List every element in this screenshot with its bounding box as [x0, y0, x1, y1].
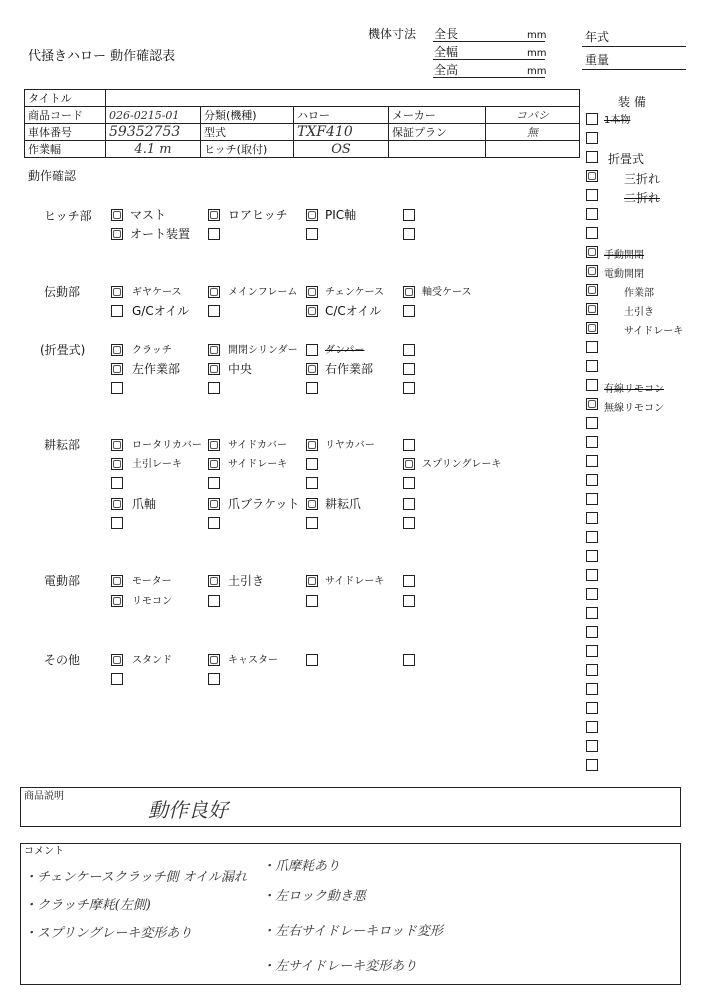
tilling-blank-checkbox[interactable] [403, 517, 415, 529]
cylinder-label: 開閉シリンダー [228, 345, 298, 356]
soil-leveler-label: 土引レーキ [132, 459, 182, 470]
equipment-checkbox[interactable] [586, 759, 598, 771]
cc-oil-label: C/Cオイル [325, 304, 382, 318]
equipment-checkbox[interactable] [586, 151, 598, 163]
equipment-checkbox[interactable] [586, 455, 598, 467]
right-unit-checkbox[interactable] [306, 363, 318, 375]
category-label: 分類(機種) [201, 107, 294, 124]
hitch-blank-checkbox[interactable] [306, 228, 318, 240]
width-unit: mm [527, 48, 547, 59]
tilling-blank-checkbox[interactable] [111, 517, 123, 529]
equipment-checkbox[interactable] [586, 721, 598, 733]
rotary-cover-label: ロータリカバー [132, 440, 202, 451]
claw-bracket-checkbox[interactable] [208, 498, 220, 510]
folding-blank-checkbox[interactable] [111, 382, 123, 394]
serial-value: 59352753 [106, 124, 201, 141]
equipment-checkbox[interactable] [586, 474, 598, 486]
claw-shaft-label: 爪軸 [132, 497, 157, 511]
mast-label: マスト [130, 208, 167, 222]
tilling-blank-checkbox[interactable] [403, 439, 415, 451]
comment-line: ・爪摩耗あり [262, 859, 341, 874]
length-underline [433, 41, 545, 42]
equipment-checkbox[interactable] [586, 189, 598, 201]
equip-side-rake-label: サイドレーキ [624, 326, 684, 337]
comment-line: ・左ロック動き悪 [262, 889, 366, 904]
electric-soil-checkbox[interactable] [208, 575, 220, 587]
product-code-value: 026-0215-01 [106, 107, 201, 124]
left-unit-label: 左作業部 [132, 362, 181, 376]
equipment-checkbox[interactable] [586, 379, 598, 391]
folding-group-label: (折畳式) [40, 343, 86, 357]
year-label: 年式 [585, 30, 610, 44]
equipment-checkbox[interactable] [586, 569, 598, 581]
electric-blank-checkbox[interactable] [403, 575, 415, 587]
rotary-cover-checkbox[interactable] [111, 439, 123, 451]
bearing-case-label: 軸受ケース [422, 287, 472, 298]
equipment-checkbox[interactable] [586, 341, 598, 353]
caster-label: キャスター [228, 655, 278, 666]
side-cover-label: サイドカバー [228, 440, 287, 451]
claw-bracket-label: 爪ブラケット [228, 497, 300, 511]
one-piece-label: 1本物 [604, 115, 631, 126]
check-mark-icon [588, 248, 596, 256]
equipment-checkbox[interactable] [586, 512, 598, 524]
chaincase-checkbox[interactable] [306, 286, 318, 298]
other-group-label: その他 [44, 653, 81, 667]
right-unit-label: 右作業部 [325, 362, 374, 376]
comment-line: ・クラッチ摩耗(左側) [24, 898, 151, 913]
equipment-checkbox[interactable] [586, 683, 598, 695]
equipment-checkbox[interactable] [586, 740, 598, 752]
equipment-checkbox[interactable] [586, 702, 598, 714]
hitch-label: ヒッチ(取付) [201, 141, 294, 158]
maker-label: メーカー [389, 107, 486, 124]
gearcase-checkbox[interactable] [111, 286, 123, 298]
side-rake-checkbox[interactable] [208, 458, 220, 470]
folding-blank-checkbox[interactable] [403, 344, 415, 356]
transmission-group-label: 伝動部 [44, 285, 81, 299]
center-unit-checkbox[interactable] [208, 363, 220, 375]
check-mark-icon [588, 172, 596, 180]
folding-blank-checkbox[interactable] [403, 363, 415, 375]
warranty-label: 保証プラン [389, 124, 486, 141]
claw-shaft-checkbox[interactable] [111, 498, 123, 510]
equipment-checkbox[interactable] [586, 531, 598, 543]
equipment-checkbox[interactable] [586, 227, 598, 239]
side-rake-label: サイドレーキ [228, 459, 288, 470]
total-length-label: 全長 [434, 27, 459, 41]
weight-underline [582, 69, 686, 70]
check-mark-icon [588, 305, 596, 313]
year-underline [582, 46, 686, 47]
manual-open-label: 手動開閉 [604, 250, 644, 261]
other-blank-checkbox[interactable] [403, 654, 415, 666]
pic-checkbox[interactable] [306, 209, 318, 221]
hitch-blank-checkbox[interactable] [403, 228, 415, 240]
two-fold-label: 二折れ [624, 191, 661, 205]
spring-rake-checkbox[interactable] [403, 458, 415, 470]
other-blank-checkbox[interactable] [111, 673, 123, 685]
weight-label: 重量 [585, 53, 610, 67]
bearing-case-checkbox[interactable] [403, 286, 415, 298]
caster-checkbox[interactable] [208, 654, 220, 666]
length-unit: mm [527, 30, 547, 41]
tilling-blank-checkbox[interactable] [403, 477, 415, 489]
side-cover-checkbox[interactable] [208, 439, 220, 451]
electric-side-rake-checkbox[interactable] [306, 575, 318, 587]
tilling-blank-checkbox[interactable] [208, 477, 220, 489]
comment-line: ・チェンケースクラッチ側 オイル漏れ [24, 870, 247, 885]
model-value: TXF410 [294, 124, 389, 141]
electric-side-rake-label: サイドレーキ [325, 576, 385, 587]
cylinder-checkbox[interactable] [208, 344, 220, 356]
comment-line: ・スプリングレーキ変形あり [24, 926, 193, 941]
folding-blank-checkbox[interactable] [306, 382, 318, 394]
equipment-checkbox[interactable] [586, 284, 598, 296]
machine-dims-label: 機体寸法 [368, 27, 417, 41]
hitch-extra-checkbox[interactable] [403, 209, 415, 221]
comment-line: ・左サイドレーキ変形あり [262, 959, 418, 974]
description-label: 商品説明 [24, 791, 64, 802]
model-label: 型式 [201, 124, 294, 141]
work-unit-label: 作業部 [624, 288, 654, 299]
soil-leveler-checkbox[interactable] [111, 458, 123, 470]
title-value [106, 90, 580, 107]
rear-cover-label: リヤカバー [325, 440, 375, 451]
equipment-checkbox[interactable] [586, 398, 598, 410]
tilling-claw-checkbox[interactable] [306, 498, 318, 510]
lower-hitch-checkbox[interactable] [208, 209, 220, 221]
gearcase-label: ギヤケース [132, 287, 182, 298]
gc-oil-label: G/Cオイル [132, 304, 190, 318]
left-unit-checkbox[interactable] [111, 363, 123, 375]
other-blank-checkbox[interactable] [306, 654, 318, 666]
pic-label: PIC軸 [325, 208, 357, 222]
rear-cover-checkbox[interactable] [306, 439, 318, 451]
operation-check-title: 動作確認 [28, 169, 77, 183]
cc-oil-checkbox[interactable] [306, 305, 318, 317]
equipment-checkbox[interactable] [586, 246, 598, 258]
equipment-checkbox[interactable] [586, 436, 598, 448]
check-mark-icon [588, 400, 596, 408]
equipment-checkbox[interactable] [586, 265, 598, 277]
equipment-title: 装 備 [618, 95, 646, 109]
electric-blank-checkbox[interactable] [403, 595, 415, 607]
title-label: タイトル [25, 90, 106, 107]
wired-remote-label: 有線リモコン [604, 384, 664, 395]
height-unit: mm [527, 66, 547, 77]
lower-hitch-label: ロアヒッチ [228, 208, 288, 222]
description-text: 動作良好 [148, 798, 228, 822]
equipment-checkbox[interactable] [586, 360, 598, 372]
folding-blank-checkbox[interactable] [403, 382, 415, 394]
check-mark-icon [588, 267, 596, 275]
hitch-value: OS [294, 141, 389, 158]
mainframe-checkbox[interactable] [208, 286, 220, 298]
equipment-checkbox[interactable] [586, 322, 598, 334]
serial-label: 車体番号 [25, 124, 106, 141]
tilling-blank-checkbox[interactable] [306, 458, 318, 470]
category-value: ハロー [294, 107, 389, 124]
spring-rake-label: スプリングレーキ [422, 459, 502, 470]
hitch-group-label: ヒッチ部 [44, 209, 92, 223]
equipment-checkbox[interactable] [586, 132, 598, 144]
electric-blank-checkbox[interactable] [306, 595, 318, 607]
tilling-blank-checkbox[interactable] [208, 517, 220, 529]
damper-checkbox[interactable] [306, 344, 318, 356]
transmission-blank-checkbox[interactable] [208, 305, 220, 317]
equipment-checkbox[interactable] [586, 664, 598, 676]
equipment-checkbox[interactable] [586, 417, 598, 429]
electric-group-label: 電動部 [44, 574, 81, 588]
comment-line: ・左右サイドレーキロッド変形 [262, 924, 443, 939]
tilling-blank-checkbox[interactable] [111, 477, 123, 489]
width-underline [433, 59, 545, 60]
equipment-checkbox[interactable] [586, 626, 598, 638]
tilling-blank-checkbox[interactable] [403, 498, 415, 510]
equipment-checkbox[interactable] [586, 645, 598, 657]
equipment-checkbox[interactable] [586, 607, 598, 619]
three-fold-label: 三折れ [624, 172, 661, 186]
height-underline [433, 77, 545, 78]
equipment-checkbox[interactable] [586, 588, 598, 600]
total-height-label: 全高 [434, 63, 459, 77]
empty-cell-a [389, 141, 486, 158]
chaincase-label: チェンケース [325, 287, 384, 298]
equip-soil-label: 土引き [624, 307, 654, 318]
empty-cell-b [486, 141, 580, 158]
motor-label: モーター [132, 576, 172, 587]
folding-type-label: 折畳式 [608, 152, 645, 166]
info-table [24, 89, 580, 158]
comment-label: コメント [24, 846, 64, 857]
electric-blank-checkbox[interactable] [208, 595, 220, 607]
tilling-group-label: 耕耘部 [44, 438, 81, 452]
other-blank-checkbox[interactable] [208, 673, 220, 685]
product-code-label: 商品コード [25, 107, 106, 124]
clutch-checkbox[interactable] [111, 344, 123, 356]
check-mark-icon [588, 286, 596, 294]
stand-checkbox[interactable] [111, 654, 123, 666]
hitch-blank-checkbox[interactable] [208, 228, 220, 240]
tilling-blank-checkbox[interactable] [306, 517, 318, 529]
auto-device-label: オート装置 [130, 227, 191, 241]
check-mark-icon [588, 324, 596, 332]
warranty-value: 無 [486, 124, 580, 141]
transmission-blank-checkbox[interactable] [403, 305, 415, 317]
mainframe-label: メインフレーム [228, 287, 298, 298]
equipment-checkbox[interactable] [586, 550, 598, 562]
equipment-checkbox[interactable] [586, 208, 598, 220]
center-unit-label: 中央 [228, 362, 253, 376]
folding-blank-checkbox[interactable] [208, 382, 220, 394]
total-width-label: 全幅 [434, 45, 459, 59]
tilling-blank-checkbox[interactable] [306, 477, 318, 489]
electric-open-label: 電動開閉 [604, 269, 644, 280]
equipment-checkbox[interactable] [586, 170, 598, 182]
stand-label: スタンド [132, 655, 172, 666]
motor-checkbox[interactable] [111, 575, 123, 587]
auto-device-checkbox[interactable] [111, 228, 123, 240]
maker-value: コバシ [486, 107, 580, 124]
gc-oil-checkbox[interactable] [111, 305, 123, 317]
work-width-label: 作業幅 [25, 141, 106, 158]
electric-soil-label: 土引き [228, 574, 265, 588]
document-title: 代掻きハロー 動作確認表 [28, 49, 176, 64]
remote-label: リモコン [132, 596, 172, 607]
clutch-label: クラッチ [132, 345, 172, 356]
damper-label: ダンパー [325, 345, 365, 356]
tilling-claw-label: 耕耘爪 [325, 497, 362, 511]
equipment-checkbox[interactable] [586, 303, 598, 315]
remote-checkbox[interactable] [111, 595, 123, 607]
wireless-remote-label: 無線リモコン [604, 403, 664, 414]
description-box [20, 787, 681, 827]
work-width-value: 4.1 m [106, 141, 201, 158]
equipment-checkbox[interactable] [586, 493, 598, 505]
mast-checkbox[interactable] [111, 209, 123, 221]
equipment-checkbox[interactable] [586, 113, 598, 125]
